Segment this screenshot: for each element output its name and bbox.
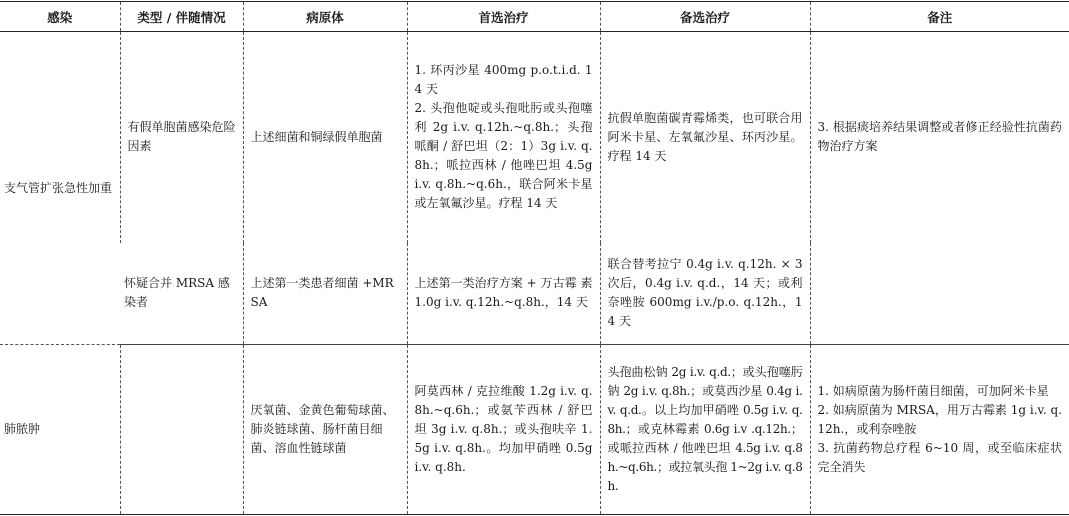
pathogen-cell <box>243 345 407 515</box>
table-row <box>0 345 1069 515</box>
type-cell <box>120 345 243 515</box>
first-line-cell <box>407 32 600 243</box>
alternative-text: 抗假单胞菌碳青霉烯类，也可联合用阿米卡星、左氧氟沙星、环丙沙星。疗程 14 天 <box>607 110 803 163</box>
alternative-text: 头孢曲松钠 2g i.v. q.d.；或头孢噻肟钠 2g i.v. q.8h.；或莫西沙星 0.4g i.v. q.d.。以上均加甲硝唑 0.5g i.v. q.8h.；或克林霉素 0.6g i.v .q.12h.；或哌拉西林 / 他唑巴坦 4.5g i.v. q.8h.~q.6h.；或拉氧头孢 1~2g i.v. q.8h. <box>607 365 803 493</box>
type-cell <box>120 243 243 345</box>
header-remarks: 备注 <box>810 2 1069 32</box>
type-cell <box>120 32 243 243</box>
table-row <box>0 32 1069 243</box>
remark-item: 3. 抗菌药物总疗程 6~10 周，或至临床症状完全消失 <box>817 441 1062 474</box>
first-line-item: 1. 环丙沙星 400mg p.o.t.i.d. 14 天 <box>414 63 593 97</box>
alternative-text: 联合替考拉宁 0.4g i.v. q.12h. × 3 次后，0.4g i.v. q.d.，14 天；或利奈唑胺 600mg i.v./p.o. q.12h.，14 天 <box>607 257 803 329</box>
first-line-item: 2. 头孢他啶或头孢吡肟或头孢噻利 2g i.v. q.12h.~q.8h.；头孢哌酮 / 舒巴坦（2：1）3g i.v. q.8h.；哌拉西林 / 他唑巴坦 4.5g i.v. q.8h.~q.6h.，联合阿米卡星或左氧氟沙星。疗程 14 天 <box>414 101 593 211</box>
first-line-item: 阿莫西林 / 克拉维酸 1.2g i.v. q.8h.~q.6h.；或氨苄西林 / 舒巴坦 3g i.v. q.8h.；或头孢呋辛 1.5g i.v. q.8h.。均加甲硝唑 0.5g i.v. q.8h. <box>414 384 593 474</box>
infection-label: 肺脓肿 <box>4 422 41 436</box>
alternative-cell <box>600 32 810 243</box>
first-line-item: 上述第一类治疗方案 + 万古霉 素 1.0g i.v. q.12h.~q.8h.，14 天 <box>414 276 593 310</box>
type-label: 怀疑合并 MRSA 感染者 <box>124 276 230 310</box>
header-row <box>0 2 1069 32</box>
treatment-table <box>0 1 1069 515</box>
infection-label: 支气管扩张急性加重 <box>4 180 113 195</box>
infection-cell <box>0 32 120 345</box>
remark-item: 3. 根据痰培养结果调整或者修正经验性抗菌药物治疗方案 <box>817 120 1062 154</box>
pathogen-cell <box>243 243 407 345</box>
header-infection: 感染 <box>0 2 120 32</box>
remarks-cell <box>810 345 1069 515</box>
alternative-cell <box>600 345 810 515</box>
first-line-cell <box>407 243 600 345</box>
remark-item: 1. 如病原菌为肠杆菌目细菌，可加阿米卡星 <box>817 384 1049 398</box>
pathogen-label: 上述细菌和铜绿假单胞菌 <box>250 129 383 144</box>
header-first-line: 首选治疗 <box>407 2 600 32</box>
first-line-cell <box>407 345 600 515</box>
pathogen-cell <box>243 32 407 243</box>
remarks-cell <box>810 243 1069 345</box>
pathogen-label: 上述第一类患者细菌 +MRSA <box>250 276 394 310</box>
pathogen-label: 厌氧菌、金黄色葡萄球菌、肺炎链球菌、肠杆菌目细菌、溶血性链球菌 <box>250 403 395 455</box>
header-type: 类型 / 伴随情况 <box>120 2 243 32</box>
remark-item: 2. 如病原菌为 MRSA，用万古霉素 1g i.v. q.12h.，或利奈唑胺 <box>817 403 1062 436</box>
header-alternative: 备选治疗 <box>600 2 810 32</box>
remarks-cell <box>810 32 1069 243</box>
type-label: 有假单胞菌感染危险因素 <box>127 120 236 154</box>
header-pathogen: 病原体 <box>243 2 407 32</box>
alternative-cell <box>600 243 810 345</box>
table-row <box>0 243 1069 345</box>
infection-cell <box>0 345 120 515</box>
